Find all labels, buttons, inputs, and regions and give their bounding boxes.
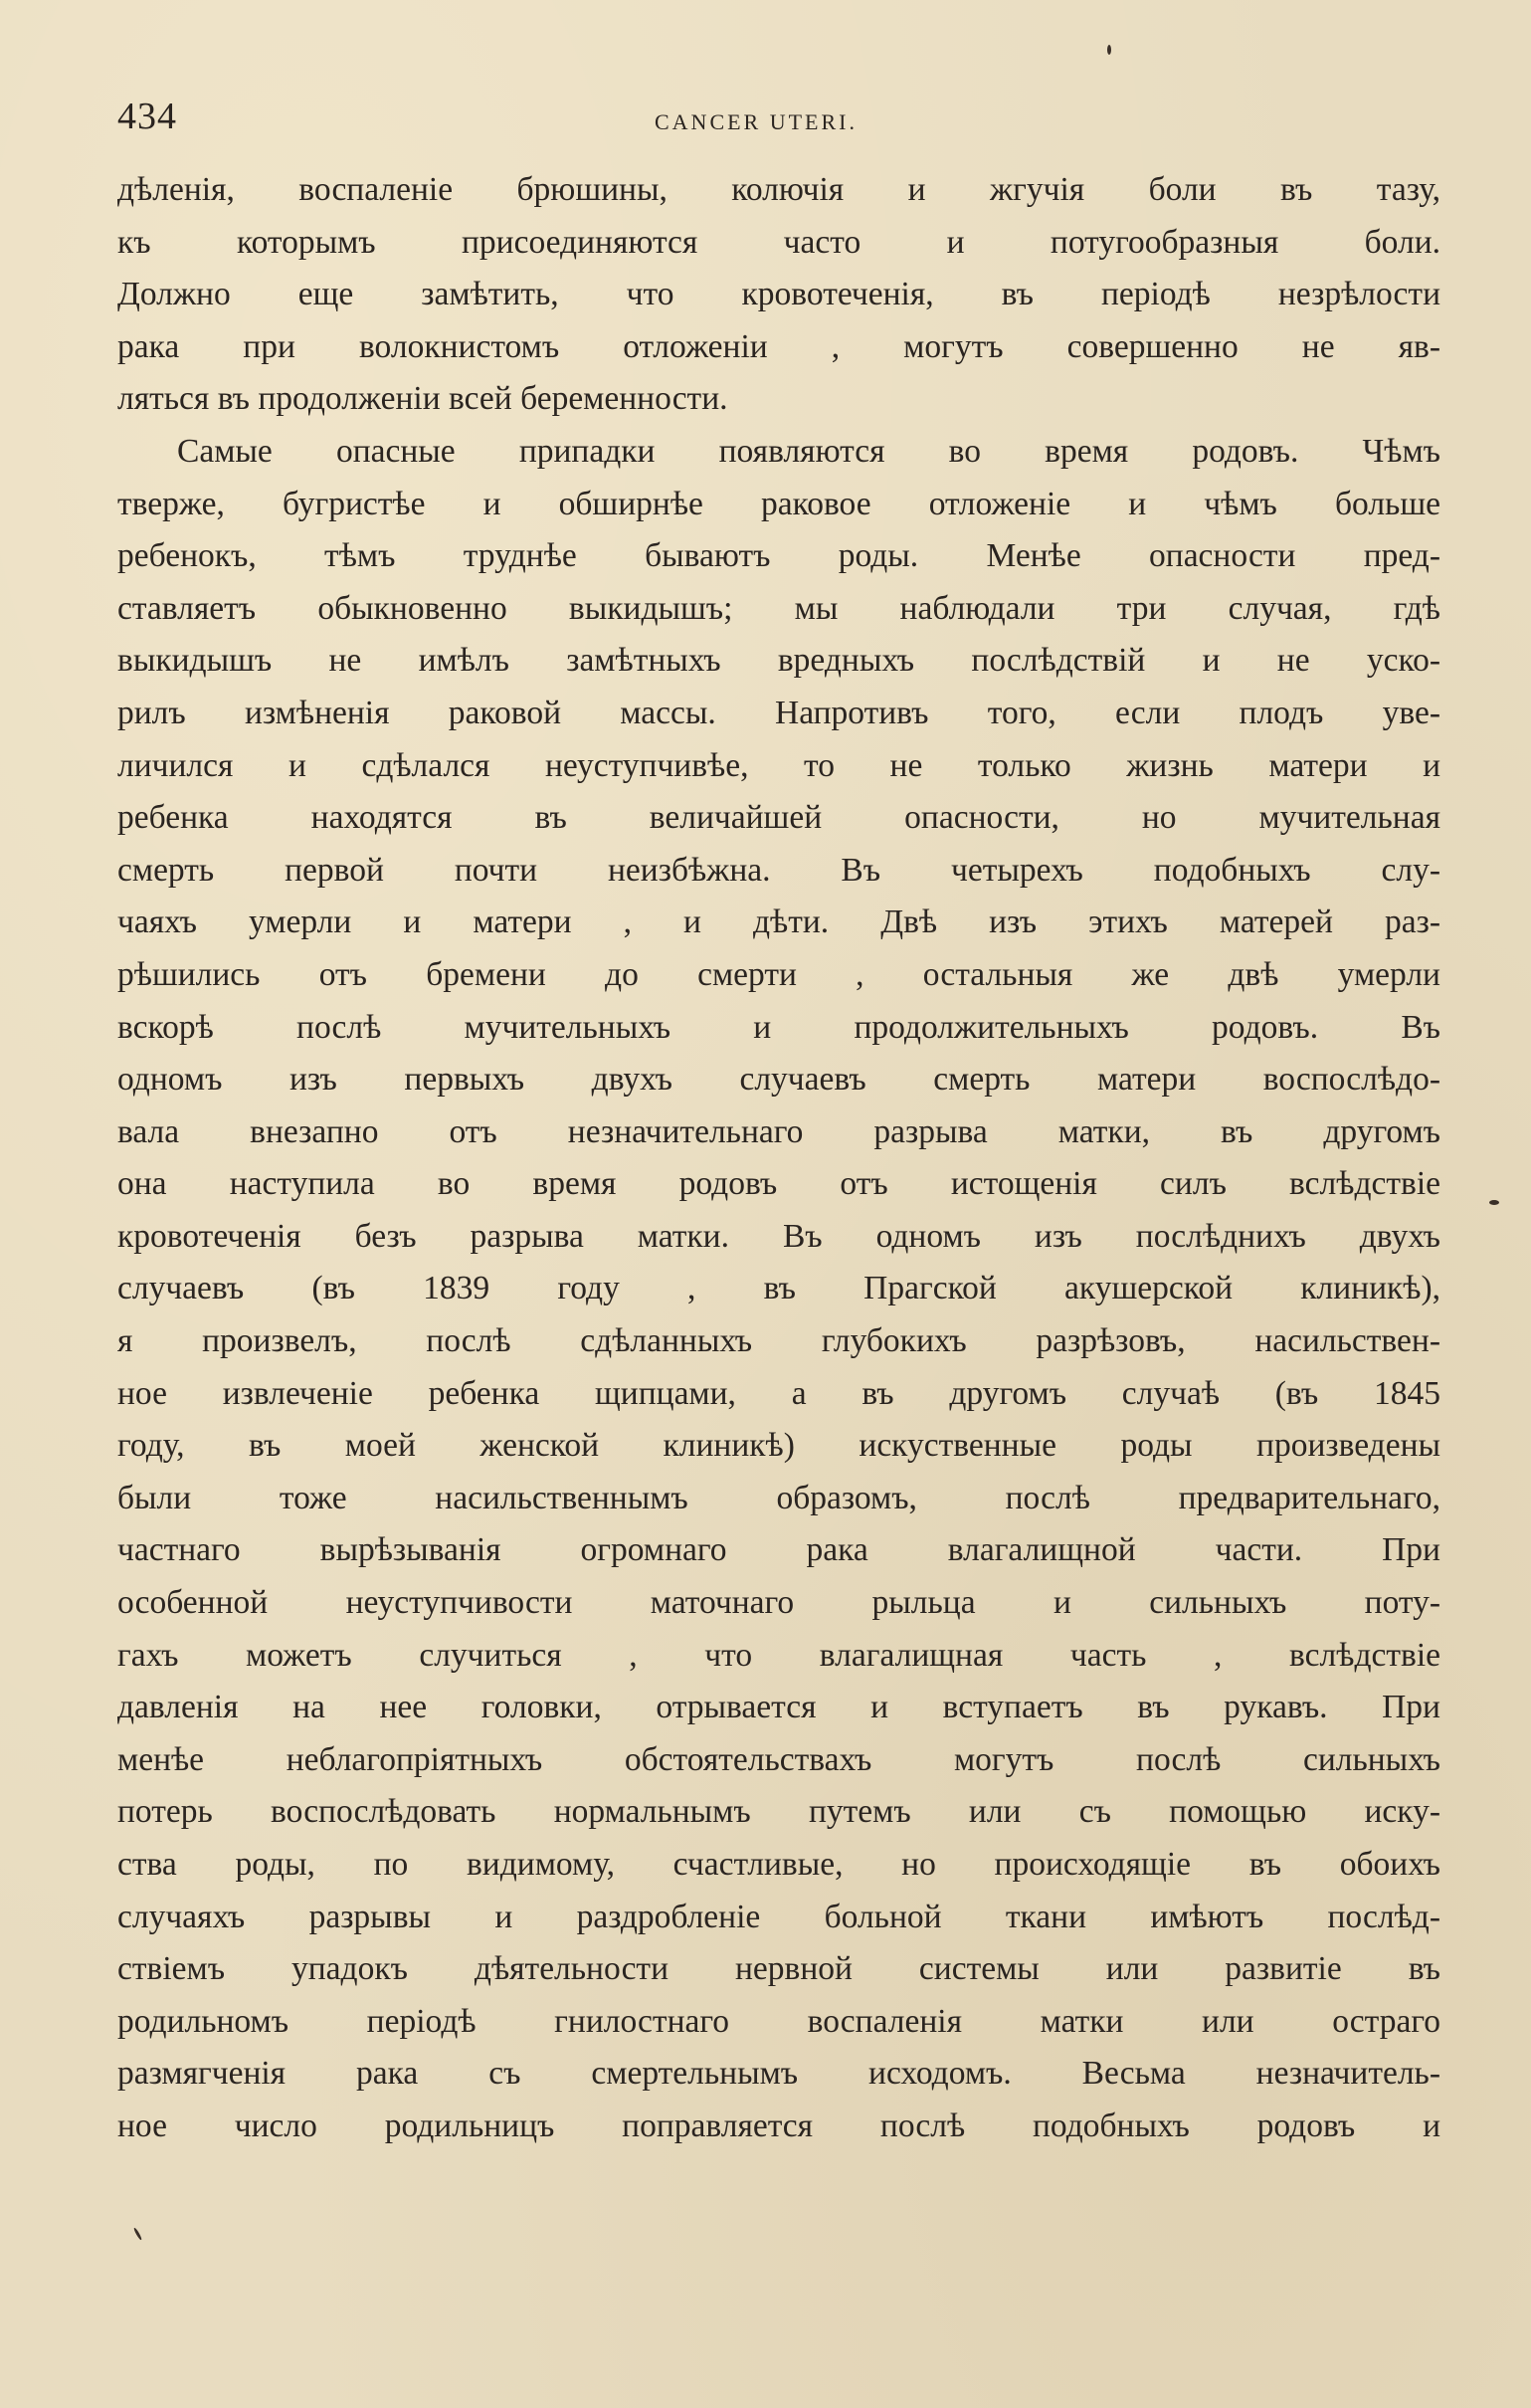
text-line: она наступила во время родовъ отъ истощенія силъ вслѣдствіе bbox=[117, 1165, 1440, 1203]
running-title: CANCER UTERI. bbox=[655, 109, 858, 134]
text-line: ное число родильницъ поправляется послѣ подобныхъ родовъ и bbox=[117, 2107, 1440, 2144]
text-line: частнаго вырѣзыванія огромнаго рака влагалищной части. При bbox=[117, 1531, 1440, 1569]
text-line: потерь воспослѣдовать нормальнымъ путемъ или съ помощью иску- bbox=[117, 1793, 1440, 1831]
text-line: ствіемъ упадокъ дѣятельности нервной системы или развитіе въ bbox=[117, 1950, 1440, 1988]
text-line: гахъ можетъ случиться , что влагалищная часть , вслѣдствіе bbox=[117, 1636, 1440, 1674]
print-speck bbox=[1489, 1200, 1499, 1205]
text-line: я произвелъ, послѣ сдѣланныхъ глубокихъ разрѣзовъ, насильствен- bbox=[117, 1322, 1440, 1360]
text-line: смерть первой почти неизбѣжна. Въ четырехъ подобныхъ слу- bbox=[117, 851, 1440, 889]
text-line: ляться въ продолженіи всей беременности. bbox=[117, 380, 728, 418]
text-line: году, въ моей женской клиникѣ) искуственные роды произведены bbox=[117, 1427, 1440, 1465]
text-line: давленія на нее головки, отрывается и вступаетъ въ рукавъ. При bbox=[117, 1689, 1440, 1726]
text-line: Самые опасные припадки появляются во время родовъ. Чѣмъ bbox=[177, 432, 1440, 470]
text-line: родильномъ періодѣ гнилостнаго воспаленія матки или остраго bbox=[117, 2002, 1440, 2040]
text-line: случаевъ (въ 1839 году , въ Прагской акушерской клиникѣ), bbox=[117, 1270, 1440, 1307]
text-line: кровотеченія безъ разрыва матки. Въ одномъ изъ послѣднихъ двухъ bbox=[117, 1217, 1440, 1255]
page bbox=[117, 95, 1440, 2153]
print-speck bbox=[1107, 45, 1111, 55]
text-line: размягченія рака съ смертельнымъ исходомъ. Весьма незначитель- bbox=[117, 2055, 1440, 2093]
text-line: чаяхъ умерли и матери , и дѣти. Двѣ изъ этихъ матерей раз- bbox=[117, 903, 1440, 941]
text-line: Должно еще замѣтить, что кровотеченія, въ періодѣ незрѣлости bbox=[117, 276, 1440, 313]
text-line: тверже, бугристѣе и обширнѣе раковое отложеніе и чѣмъ больше bbox=[117, 485, 1440, 522]
text-line: менѣе неблагопріятныхъ обстоятельствахъ могутъ послѣ сильныхъ bbox=[117, 1740, 1440, 1778]
text-line: рилъ измѣненія раковой массы. Напротивъ того, если плодъ уве- bbox=[117, 694, 1440, 731]
text-line: ства роды, по видимому, счастливые, но происходящіе въ обоихъ bbox=[117, 1846, 1440, 1883]
text-line: рѣшились отъ бремени до смерти , остальныя же двѣ умерли bbox=[117, 955, 1440, 993]
text-line: были тоже насильственнымъ образомъ, послѣ предварительнаго, bbox=[117, 1479, 1440, 1516]
text-line: выкидышъ не имѣлъ замѣтныхъ вредныхъ послѣдствій и не уско- bbox=[117, 642, 1440, 680]
text-line: дѣленія, воспаленіе брюшины, колючія и жгучія боли въ тазу, bbox=[117, 171, 1440, 208]
text-line: ставляетъ обыкновенно выкидышъ; мы наблюдали три случая, гдѣ bbox=[117, 589, 1440, 627]
text-line: одномъ изъ первыхъ двухъ случаевъ смерть матери воспослѣдо- bbox=[117, 1061, 1440, 1099]
text-line: вскорѣ послѣ мучительныхъ и продолжительныхъ родовъ. Въ bbox=[117, 1008, 1440, 1046]
text-line: ребенка находятся въ величайшей опасности, но мучительная bbox=[117, 799, 1440, 837]
text-line: рака при волокнистомъ отложеніи , могутъ совершенно не яв- bbox=[117, 327, 1440, 365]
page-number: 434 bbox=[117, 96, 177, 137]
body-text bbox=[117, 164, 1440, 2153]
page-header bbox=[117, 95, 1440, 156]
text-line: случаяхъ разрывы и раздробленіе больной ткани имѣютъ послѣд- bbox=[117, 1898, 1440, 1935]
print-speck bbox=[133, 2227, 143, 2241]
text-line: вала внезапно отъ незначительнаго разрыва матки, въ другомъ bbox=[117, 1112, 1440, 1150]
text-line: ное извлеченіе ребенка щипцами, а въ другомъ случаѣ (въ 1845 bbox=[117, 1374, 1440, 1412]
text-line: ребенокъ, тѣмъ труднѣе бываютъ роды. Менѣе опасности пред- bbox=[117, 537, 1440, 575]
text-line: къ которымъ присоединяются часто и потугообразныя боли. bbox=[117, 223, 1440, 261]
text-line: личился и сдѣлался неуступчивѣе, то не только жизнь матери и bbox=[117, 746, 1440, 784]
text-line: особенной неуступчивости маточнаго рыльца и сильныхъ поту- bbox=[117, 1584, 1440, 1622]
